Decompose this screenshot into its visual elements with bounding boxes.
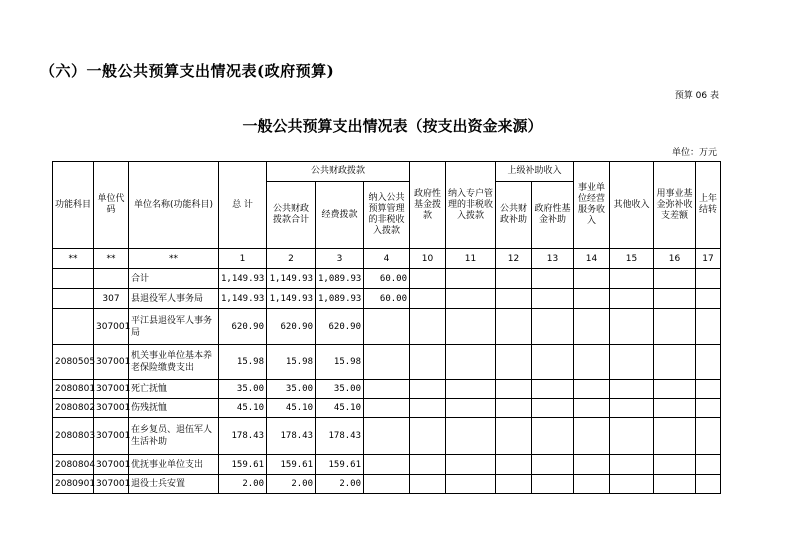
empty-cell (696, 289, 721, 309)
empty-cell (410, 269, 446, 289)
table-row (53, 455, 721, 475)
empty-cell (610, 418, 654, 455)
empty-cell (446, 455, 496, 475)
header-total: 总 计 (219, 162, 267, 249)
non-tax-cell: 60.00 (364, 289, 410, 309)
total-cell: 178.43 (219, 418, 267, 455)
empty-cell (610, 269, 654, 289)
funding-cell: 1,089.93 (316, 289, 364, 309)
header-gov-fund-subsidy: 政府性基金补助 (532, 182, 574, 249)
func-code-cell (53, 289, 94, 309)
funding-cell: 45.10 (316, 399, 364, 418)
empty-cell (654, 399, 696, 418)
empty-cell (574, 399, 610, 418)
total-cell: 45.10 (219, 399, 267, 418)
header-unit-code: 单位代码 (94, 162, 129, 249)
non-tax-cell (364, 345, 410, 380)
header-carry-over: 上年结转 (696, 162, 721, 249)
header-pf-total: 公共财政拨款合计 (267, 182, 316, 249)
index-cell: 14 (574, 249, 610, 269)
empty-cell (410, 309, 446, 345)
index-cell: 17 (696, 249, 721, 269)
empty-cell (532, 475, 574, 494)
empty-cell (446, 345, 496, 380)
index-cell: 13 (532, 249, 574, 269)
func-code-cell (53, 309, 94, 345)
funding-cell: 15.98 (316, 345, 364, 380)
page-title: 一般公共预算支出情况表（按支出资金来源） (242, 117, 543, 135)
index-cell: 12 (496, 249, 532, 269)
empty-cell (696, 455, 721, 475)
empty-cell (696, 399, 721, 418)
empty-cell (532, 455, 574, 475)
pf-total-cell: 1,149.93 (267, 269, 316, 289)
empty-cell (532, 309, 574, 345)
empty-cell (696, 475, 721, 494)
unit-name-cell: 优抚事业单位支出 (129, 455, 219, 475)
empty-cell (610, 309, 654, 345)
empty-cell (410, 399, 446, 418)
empty-cell (532, 380, 574, 399)
empty-cell (654, 309, 696, 345)
non-tax-cell (364, 418, 410, 455)
empty-cell (532, 269, 574, 289)
non-tax-cell (364, 399, 410, 418)
unit-code-cell: 307001 (94, 345, 129, 380)
empty-cell (574, 289, 610, 309)
index-cell: 16 (654, 249, 696, 269)
empty-cell (532, 345, 574, 380)
empty-cell (654, 455, 696, 475)
header-special-non-tax: 纳入专户管理的非税收入拨款 (446, 162, 496, 249)
total-cell: 1,149.93 (219, 289, 267, 309)
unit-name-cell: 伤残抚恤 (129, 399, 219, 418)
func-code-cell: 2080803 (53, 418, 94, 455)
index-row (53, 249, 721, 269)
table-body (53, 249, 721, 494)
table-row (53, 269, 721, 289)
unit-code-cell: 307001 (94, 455, 129, 475)
header-budget-non-tax: 纳入公共预算管理的非税收入拨款 (364, 182, 410, 249)
funding-cell: 159.61 (316, 455, 364, 475)
table-row (53, 418, 721, 455)
empty-cell (496, 475, 532, 494)
func-code-cell: 2080802 (53, 399, 94, 418)
func-code-cell (53, 269, 94, 289)
header-public-finance: 公共财政拨款 (267, 162, 410, 182)
unit-code-cell: 307001 (94, 309, 129, 345)
unit-name-cell: 死亡抚恤 (129, 380, 219, 399)
pf-total-cell: 159.61 (267, 455, 316, 475)
funding-cell: 620.90 (316, 309, 364, 345)
total-cell: 2.00 (219, 475, 267, 494)
empty-cell (496, 380, 532, 399)
header-fund-gap: 用事业基金弥补收支差额 (654, 162, 696, 249)
empty-cell (446, 399, 496, 418)
empty-cell (696, 269, 721, 289)
empty-cell (496, 309, 532, 345)
empty-cell (446, 475, 496, 494)
empty-cell (410, 455, 446, 475)
empty-cell (446, 269, 496, 289)
pf-total-cell: 2.00 (267, 475, 316, 494)
index-cell: ** (129, 249, 219, 269)
empty-cell (496, 289, 532, 309)
empty-cell (496, 455, 532, 475)
func-code-cell: 2080801 (53, 380, 94, 399)
pf-total-cell: 45.10 (267, 399, 316, 418)
table-row (53, 289, 721, 309)
unit-code-cell (94, 269, 129, 289)
pf-total-cell: 35.00 (267, 380, 316, 399)
empty-cell (574, 475, 610, 494)
index-cell: ** (53, 249, 94, 269)
empty-cell (574, 418, 610, 455)
index-cell: 2 (267, 249, 316, 269)
unit-name-cell: 县退役军人事务局 (129, 289, 219, 309)
header-other-income: 其他收入 (610, 162, 654, 249)
empty-cell (654, 418, 696, 455)
empty-cell (446, 380, 496, 399)
index-cell: 4 (364, 249, 410, 269)
non-tax-cell (364, 380, 410, 399)
table-row (53, 399, 721, 418)
empty-cell (446, 418, 496, 455)
empty-cell (610, 380, 654, 399)
empty-cell (532, 399, 574, 418)
empty-cell (574, 269, 610, 289)
empty-cell (574, 380, 610, 399)
unit-name-cell: 退役士兵安置 (129, 475, 219, 494)
empty-cell (496, 418, 532, 455)
empty-cell (496, 269, 532, 289)
empty-cell (410, 475, 446, 494)
non-tax-cell: 60.00 (364, 269, 410, 289)
pf-total-cell: 178.43 (267, 418, 316, 455)
empty-cell (574, 309, 610, 345)
pf-total-cell: 1,149.93 (267, 289, 316, 309)
func-code-cell: 2080505 (53, 345, 94, 380)
funding-cell: 178.43 (316, 418, 364, 455)
empty-cell (696, 345, 721, 380)
empty-cell (496, 345, 532, 380)
empty-cell (410, 345, 446, 380)
index-cell: 3 (316, 249, 364, 269)
funding-cell: 2.00 (316, 475, 364, 494)
non-tax-cell (364, 455, 410, 475)
empty-cell (696, 309, 721, 345)
pf-total-cell: 620.90 (267, 309, 316, 345)
empty-cell (574, 345, 610, 380)
index-cell: ** (94, 249, 129, 269)
index-cell: 1 (219, 249, 267, 269)
table-row (53, 345, 721, 380)
empty-cell (654, 289, 696, 309)
total-cell: 620.90 (219, 309, 267, 345)
empty-cell (610, 399, 654, 418)
funding-cell: 1,089.93 (316, 269, 364, 289)
empty-cell (410, 289, 446, 309)
table-row (53, 309, 721, 345)
empty-cell (610, 475, 654, 494)
index-cell: 15 (610, 249, 654, 269)
expenditure-table (52, 161, 721, 494)
empty-cell (654, 475, 696, 494)
empty-cell (446, 309, 496, 345)
header-func-subject: 功能科目 (53, 162, 94, 249)
index-cell: 11 (446, 249, 496, 269)
unit-code-cell: 307001 (94, 475, 129, 494)
header-unit-name: 单位名称(功能科目) (129, 162, 219, 249)
unit-name-cell: 机关事业单位基本养老保险缴费支出 (129, 345, 219, 380)
empty-cell (696, 380, 721, 399)
empty-cell (610, 455, 654, 475)
section-title: （六）一般公共预算支出情况表(政府预算) (40, 62, 335, 80)
unit-code-cell: 307001 (94, 380, 129, 399)
total-cell: 159.61 (219, 455, 267, 475)
empty-cell (610, 345, 654, 380)
empty-cell (410, 418, 446, 455)
non-tax-cell (364, 309, 410, 345)
header-gov-fund: 政府性基金拨款 (410, 162, 446, 249)
total-cell: 35.00 (219, 380, 267, 399)
table-row (53, 475, 721, 494)
empty-cell (610, 289, 654, 309)
unit-code-cell: 307001 (94, 399, 129, 418)
empty-cell (532, 418, 574, 455)
empty-cell (496, 399, 532, 418)
empty-cell (654, 269, 696, 289)
header-funding: 经费拨款 (316, 182, 364, 249)
empty-cell (574, 455, 610, 475)
total-cell: 1,149.93 (219, 269, 267, 289)
index-cell: 10 (410, 249, 446, 269)
unit-name-cell: 在乡复员、退伍军人生活补助 (129, 418, 219, 455)
form-code: 预算 06 表 (674, 91, 719, 101)
unit-label: 单位：万元 (671, 148, 717, 158)
unit-name-cell: 合计 (129, 269, 219, 289)
func-code-cell: 2080804 (53, 455, 94, 475)
empty-cell (654, 380, 696, 399)
header-business-income: 事业单位经营服务收入 (574, 162, 610, 249)
unit-code-cell: 307001 (94, 418, 129, 455)
empty-cell (654, 345, 696, 380)
empty-cell (446, 289, 496, 309)
func-code-cell: 2080901 (53, 475, 94, 494)
unit-name-cell: 平江县退役军人事务局 (129, 309, 219, 345)
unit-code-cell: 307 (94, 289, 129, 309)
table-header (53, 162, 721, 249)
header-public-subsidy: 公共财政补助 (496, 182, 532, 249)
pf-total-cell: 15.98 (267, 345, 316, 380)
non-tax-cell (364, 475, 410, 494)
empty-cell (532, 289, 574, 309)
total-cell: 15.98 (219, 345, 267, 380)
empty-cell (410, 380, 446, 399)
header-upper-subsidy: 上级补助收入 (496, 162, 574, 182)
empty-cell (696, 418, 721, 455)
funding-cell: 35.00 (316, 380, 364, 399)
table-row (53, 380, 721, 399)
